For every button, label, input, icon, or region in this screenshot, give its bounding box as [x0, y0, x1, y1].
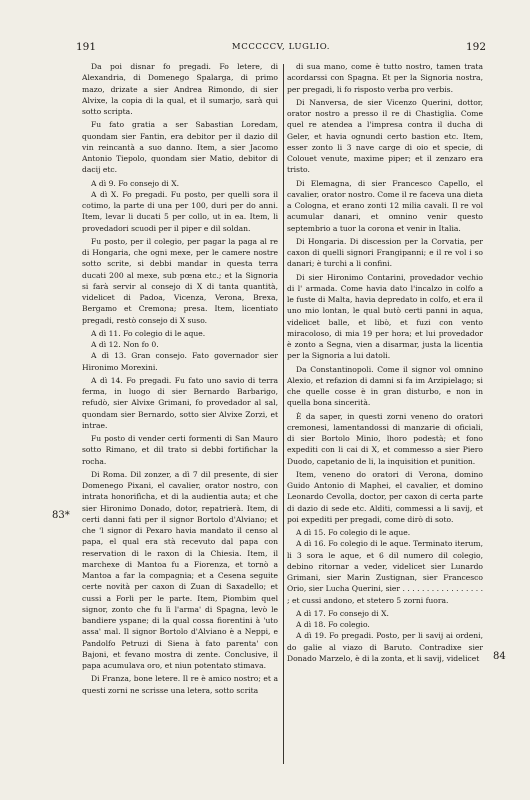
date-entry: A dì 9. Fo consejo di X. [91, 178, 180, 188]
header-title: MCCCCCV, LUGLIO. [231, 42, 331, 52]
paragraph: Da poi disnar fo pregadi. Fo letere, di Alexandria, di Domenego Spalarga, di primo mazo, drizate a sier Andrea Rimondo, di sier Alvixe, la copia di la qual, et il sumarjo, sarà qui sotto scripta. [82, 62, 278, 116]
paragraph: Fu posto di vender certi formenti di San Mauro sotto Rimano, et dil trato si debbi fortifichar la rocha. [82, 434, 278, 466]
paragraph: Di Hongaria. Di discession per la Corvatia, per caxon di quelli signori Frangipanni; e il re vol i so danari; è turchi a li confini. [287, 236, 483, 269]
date-entry: A dì 13. Gran consejo. Fato governador sier Hironimo Morexini. [82, 351, 278, 372]
paragraph: Di Elemagna, di sier Francesco Capello, el cavalier, orator nostro. Come il re faceva una dieta a Cologna, et erano zonti 12 milia cavali. Il re vol acumular danari, et omnino venir questo septembrio a tuor la corona et venir in Italia. [287, 178, 483, 233]
running-header [76, 41, 486, 55]
paragraph: È da saper, in questi zorni veneno do oratori cremonesi, lamentandossi di manzarie di oficiali, di sier Bortolo Minio, lhoro podestà; et fono expediti con li cai di X, et commesso a sier Piero Duodo, capetanio de li, la inquisition et punition. [287, 411, 483, 466]
margin-column-number-right: 84 [493, 651, 506, 662]
date-entry: A dì 12. Non fo 0. [91, 340, 159, 349]
right-page-number: 192 [465, 41, 486, 53]
paragraph: Di Franza, bone letere. Il re è amico nostro; et a questi zorni ne scrisse una letera, sotto scrita [82, 674, 278, 695]
paragraph: A dì 14. Fo pregadi. Fu fato uno savio di terra ferma, in luogo di sier Bernardo Barbarigo, refudò, sier Alvixe Grimani, fo provedador al sal, quondam sier Bernardo, sotto sier Alvixe Zorzi, et intrae. [82, 375, 278, 430]
date-entry: A dì 11. Fo colegio di le aque. [91, 328, 206, 338]
right-column [287, 61, 483, 771]
date-entry: A dì 17. Fo consejo di X. [296, 608, 389, 618]
column-divider [283, 64, 284, 764]
left-column [82, 61, 278, 771]
paragraph: di sua mano, come è tutto nostro, tamen trata acordarssi con Spagna. Et per la Signoria nostra, per pregadi, li fo risposto verba pro verbis. [287, 62, 483, 94]
date-entry: A dì 19. Fo pregadi. Posto, per li savij ai ordeni, do galie al viazo di Baruto. Contradixe sier Donado Marzelo, è di la zonta, et li savij, videlicet [287, 631, 483, 663]
date-entry: A dì 16. Fo colegio di le aque. Terminato iterum, li 3 sora le aque, et 6 dil numero dil colegio, debino ritornar a veder, videlicet sier Lunardo Grimani, sier Marin Zustignan, sier Francesco Orio, sier Lucha Querini, sier . . . . . . . . . . . . . . . . . ; et cussi andono, et stetero 5 zorni fuora. [287, 539, 483, 605]
margin-column-number-left: 83* [52, 510, 70, 521]
paragraph: Di Nanversa, de sier Vicenzo Querini, dottor, orator nostro a presso il re di Chastiglia. Come quel re atendea a l'impresa contra il ducha di Geler, et havia ognundi certo bastion etc. Item, esser zonto li 3 nave carge di oio et specie, di Colouet venute, maxime piper; et il zenzaro era tristo. [287, 97, 483, 175]
left-page-number: 191 [76, 41, 97, 53]
paragraph: Da Constantinopoli. Come il signor vol omnino Alexio, et refazion di damni si fa im Arzipielago; si che quelle cosse è in gran disturbo, e non in quella bona sincerità. [287, 364, 483, 408]
paragraph: Di Roma. Dil zonzer, a dì 7 dil presente, di sier Domenego Pixani, el cavalier, orator nostro, con intrata honorifìcha, et di la audientia auta; et che sier Hironimo Donado, dotor, repatrierà. Item, di certi danni fati per il signor Bortolo d'Alviano; et che 'l signor di Pexaro havia mandato il censo al papa, el qual era stà recevuto dal papa con reservation di le raxon di la Chiesia. Item, il marchexe di Mantoa fu a Fiorenza, et tornò a Mantoa a far la compagnia; et a Cesena seguite certe novità per caxon di Zuan di Saxadello; et cussi a Forli per le parte. Item, Piombim quel signor, zonto che fu lì l'arma' di Spagna, levò le bandiere yspane; di la qual cossa fiorentini à 'uto assa' mal. Il signor Bortolo d'Alviano è a Neppi, e Pandolfo Petruzi di Siena à fato parenta' con Bajoni, et fevano mostra di zente. Conclusive, il papa acumulava oro, et niun potentato stimava. [82, 469, 278, 670]
paragraph: A dì X. Fo pregadi. Fu posto, per quelli sora il cotimo, la parte di una per 100, duri per do anni. Item, levar li ducati 5 per collo, ut in ea. Item, li provedadori scuodi per il piper e dil soldan. [82, 189, 278, 233]
paragraph: Fu fato gratia a ser Sabastian Loredam, quondam sier Fantin, era debitor per il dazio dil vin reincantà a suo danno. Item, a sier Jacomo Antonio Tiepolo, quondam sier Matio, debitor di dacij etc. [82, 120, 278, 175]
date-entry: A dì 18. Fo colegio. [296, 620, 370, 629]
paragraph: Di sier Hironimo Contarini, provedador vechio di l' armada. Come havia dato l'incalzo in colfo a le fuste di Malta, havia depredato in colfo, et era il uno mio lontan, le qual butò certi panni in aqua, videlicet balle, et libò, et fuzi con vento miracoloso, di mia 19 per hora; et lui provedador è zonto a Segna, vien a disarmar, justa la licentia per la Signoria a lui datoli. [287, 272, 483, 361]
date-entry: A dì 15. Fo colegio di le aque. [296, 528, 411, 537]
paragraph: Item, veneno do oratori di Verona, domino Guido Antonio di Maphei, el cavalier, et domino Leonardo Cevolla, doctor, per caxon di certa parte di dazio di sede etc. Alditi, commessi a li savij, et poi expediti per pregadi, come dirò di soto. [287, 469, 483, 524]
paragraph: Fu posto, per il colegio, per pagar la paga al re di Hongaria, che ogni mexe, per le camere nostre sotto scrite, si debbi mandar in questa terra ducati 200 al mexe, sub pœna etc.; et la Signoria si farà servir al consejo di X di tanta quantità, videlicet di Padoa, Vicenza, Verona, Brexa, Bergamo et Cremona; presa. Item, licentiato pregadi, restò consejo di X suso. [82, 236, 278, 325]
